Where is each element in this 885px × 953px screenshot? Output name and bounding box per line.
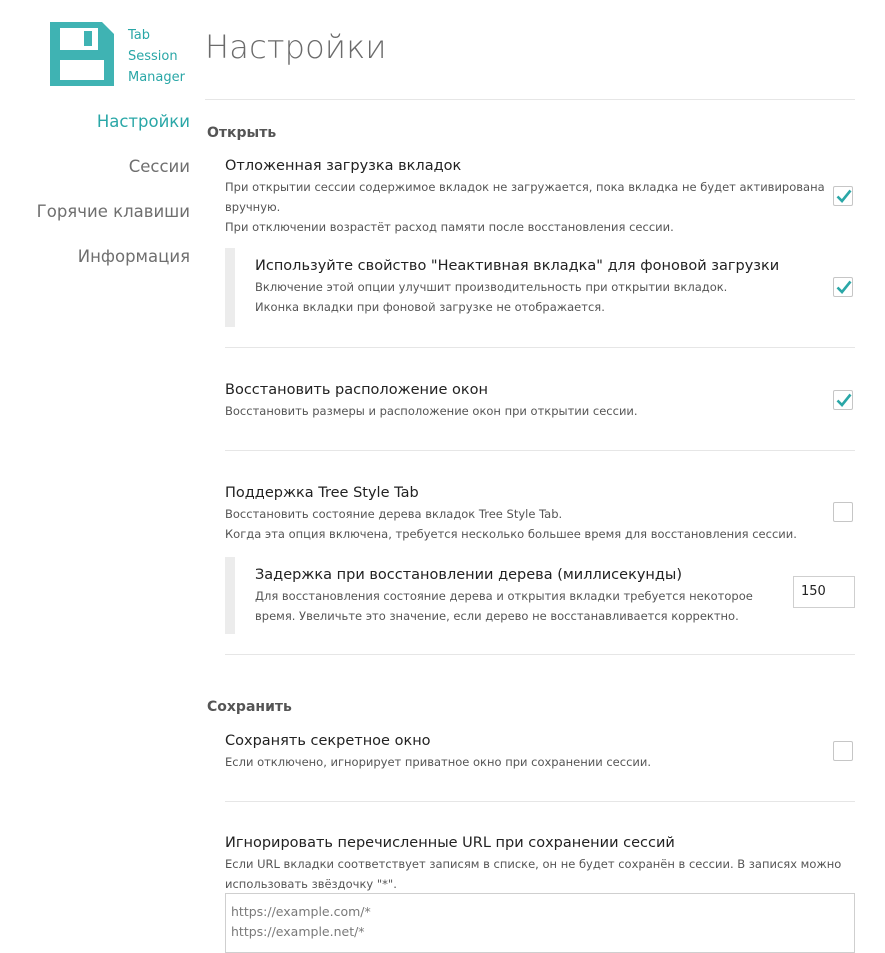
divider	[225, 347, 855, 348]
page-title: Настройки	[205, 28, 387, 66]
option-desc-line: Включение этой опции улучшит производительность при открытии вкладок.	[255, 280, 728, 294]
option-description	[225, 854, 855, 894]
checkmark-icon	[835, 278, 853, 296]
option-lazy-load	[225, 156, 855, 237]
option-desc-line: Иконка вкладки при фоновой загрузке не отображается.	[255, 300, 605, 314]
indent-bar	[225, 248, 235, 327]
app-name	[128, 25, 185, 88]
nav-item-info[interactable]: Информация	[77, 247, 190, 266]
tree-delay-input[interactable]: 150	[793, 576, 855, 608]
option-desc-line: Когда эта опция включена, требуется несколько большее время для восстановления сессии.	[225, 527, 797, 541]
option-description	[225, 752, 815, 772]
option-label: Восстановить расположение окон	[225, 382, 488, 398]
section-heading-save: Сохранить	[207, 699, 292, 715]
suboption-tree-delay	[225, 557, 855, 634]
option-label: Игнорировать перечисленные URL при сохранении сессий	[225, 835, 675, 851]
option-restore-windows	[225, 380, 855, 421]
indent-bar	[225, 557, 235, 634]
option-description	[225, 504, 815, 544]
discarded-tab-checkbox[interactable]	[833, 277, 853, 297]
option-desc-line: При отключении возрастёт расход памяти после восстановления сессии.	[225, 220, 674, 234]
suboption-content	[255, 256, 805, 317]
sidebar-nav	[0, 108, 190, 288]
placeholder-line: https://example.com/*	[231, 904, 371, 919]
option-label: Отложенная загрузка вкладок	[225, 158, 462, 174]
option-tree-style-tab	[225, 483, 855, 544]
title-divider	[205, 99, 855, 100]
checkmark-icon	[835, 187, 853, 205]
section-heading-open: Открыть	[207, 125, 277, 141]
tree-style-tab-checkbox[interactable]	[833, 502, 853, 522]
option-description	[225, 401, 815, 421]
app-logo-icon	[50, 22, 114, 86]
option-desc-line: использовать звёздочку "*".	[225, 877, 397, 891]
suboption-content	[255, 565, 775, 626]
app-name-line: Tab	[128, 28, 151, 43]
app-name-line: Manager	[128, 70, 185, 85]
restore-windows-checkbox[interactable]	[833, 390, 853, 410]
nav-item-sessions[interactable]: Сессии	[128, 157, 190, 176]
nav-item-hotkeys[interactable]: Горячие клавиши	[36, 202, 190, 221]
suboption-discarded-tab	[225, 248, 855, 327]
ignore-urls-textarea[interactable]	[225, 893, 855, 953]
placeholder-line: https://example.net/*	[231, 924, 365, 939]
option-ignore-urls	[225, 833, 855, 894]
divider	[225, 801, 855, 802]
nav-item-settings[interactable]: Настройки	[96, 112, 190, 131]
option-desc-line: Восстановить размеры и расположение окон при открытии сессии.	[225, 404, 638, 418]
option-desc-line: вручную.	[225, 200, 281, 214]
option-desc-line: Восстановить состояние дерева вкладок Tree Style Tab.	[225, 507, 563, 521]
option-desc-line: Для восстановления состояние дерева и открытия вкладки требуется некоторое	[255, 589, 753, 603]
option-description	[225, 177, 825, 237]
option-description	[255, 277, 805, 317]
app-name-line: Session	[128, 49, 178, 64]
option-desc-line: время. Увеличьте это значение, если дерево не восстанавливается корректно.	[255, 609, 739, 623]
option-desc-line: Если отключено, игнорирует приватное окно при сохранении сессии.	[225, 755, 652, 769]
option-label: Сохранять секретное окно	[225, 733, 431, 749]
option-label: Поддержка Tree Style Tab	[225, 485, 419, 501]
checkmark-icon	[835, 391, 853, 409]
option-label: Используйте свойство "Неактивная вкладка" для фоновой загрузки	[255, 258, 780, 274]
private-window-checkbox[interactable]	[833, 741, 853, 761]
lazy-load-checkbox[interactable]	[833, 186, 853, 206]
divider	[225, 654, 855, 655]
option-desc-line: При открытии сессии содержимое вкладок не загружается, пока вкладка не будет активирована	[225, 180, 825, 194]
option-desc-line: Если URL вкладки соответствует записям в списке, он не будет сохранён в сессии. В записях можно	[225, 857, 842, 871]
option-private-window	[225, 731, 855, 772]
option-label: Задержка при восстановлении дерева (миллисекунды)	[255, 567, 683, 583]
divider	[225, 450, 855, 451]
option-description	[255, 586, 775, 626]
